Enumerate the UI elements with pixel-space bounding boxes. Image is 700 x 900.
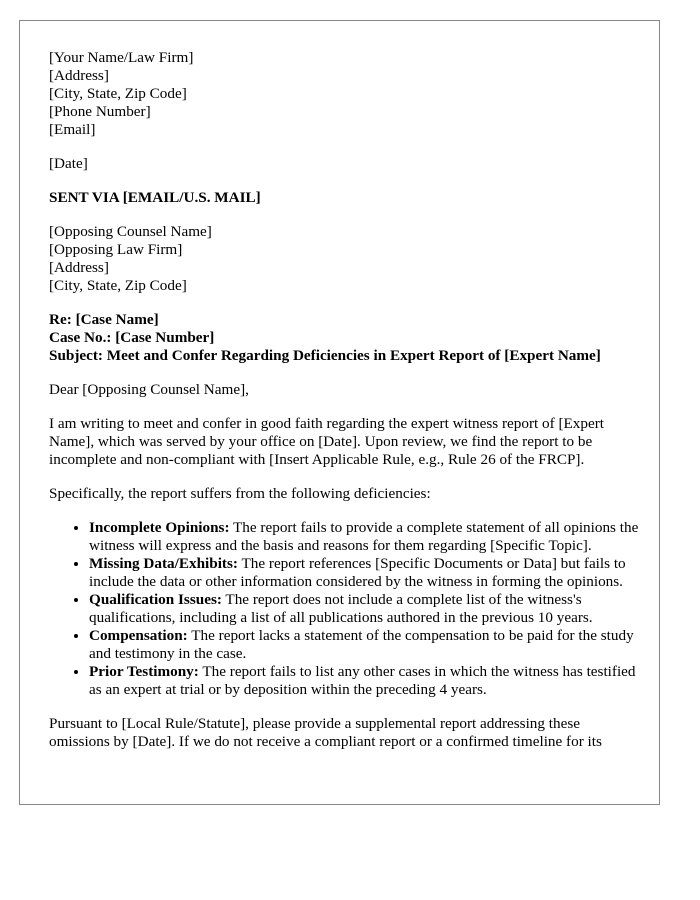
sender-address: [Address] [49,67,109,84]
date-block [49,155,639,173]
deficiency-term: Missing Data/Exhibits: [89,555,238,572]
deficiency-term: Compensation: [89,627,188,644]
deficiency-item [89,519,639,555]
reference-block [49,311,639,365]
subject-line: Subject: Meet and Confer Regarding Deficiencies in Expert Report of [Expert Name] [49,347,601,364]
deficiency-item [89,627,639,663]
salutation: Dear [Opposing Counsel Name], [49,381,249,398]
letter-date: [Date] [49,155,88,172]
deficiency-text: The report does not include a complete list of the witness's qualifications, including a list of all publications authored in the previous 10 years. [89,591,593,626]
deficiency-term: Prior Testimony: [89,663,199,680]
letter-page [19,20,660,805]
recipient-name: [Opposing Counsel Name] [49,223,212,240]
recipient-block [49,223,639,295]
deficiency-term: Qualification Issues: [89,591,222,608]
letter-content [49,49,639,767]
deficiency-text: The report references [Specific Documents or Data] but fails to include the data or other information considered by the witness in forming the opinions. [89,555,626,590]
delivery-method-block [49,189,639,207]
recipient-city-state-zip: [City, State, Zip Code] [49,277,187,294]
case-number-line: Case No.: [Case Number] [49,329,215,346]
deficiency-item [89,591,639,627]
deficiency-list [49,519,639,699]
sender-phone: [Phone Number] [49,103,151,120]
sender-email: [Email] [49,121,96,138]
re-line: Re: [Case Name] [49,311,159,328]
recipient-address: [Address] [49,259,109,276]
deficiency-term: Incomplete Opinions: [89,519,230,536]
intro-paragraph: I am writing to meet and confer in good faith regarding the expert witness report of [Expert Name], which was served by your office on [Date]. Upon review, we find the report to be incomplete and non-compliant with [Insert Applicable Rule, e.g., Rule 26 of the FRCP]. [49,415,605,468]
recipient-firm: [Opposing Law Firm] [49,241,183,258]
pursuant-paragraph: Pursuant to [Local Rule/Statute], please provide a supplemental report addressing these omissions by [Date]. If we do not receive a compliant report or a confirmed timeline for its [49,715,602,750]
deficiency-item [89,663,639,699]
sent-via: SENT VIA [EMAIL/U.S. MAIL] [49,189,261,206]
deficiency-text: The report fails to list any other cases in which the witness has testified as an expert at trial or by deposition within the preceding 4 years. [89,663,636,698]
deficiency-item [89,555,639,591]
deficiency-text: The report fails to provide a complete statement of all opinions the witness will express and the basis and reasons for them regarding [Specific Topic]. [89,519,639,554]
sender-name: [Your Name/Law Firm] [49,49,194,66]
sender-city-state-zip: [City, State, Zip Code] [49,85,187,102]
deficiency-text: The report lacks a statement of the compensation to be paid for the study and testimony in the case. [89,627,634,662]
sender-block [49,49,639,139]
deficiencies-intro: Specifically, the report suffers from the following deficiencies: [49,485,431,502]
